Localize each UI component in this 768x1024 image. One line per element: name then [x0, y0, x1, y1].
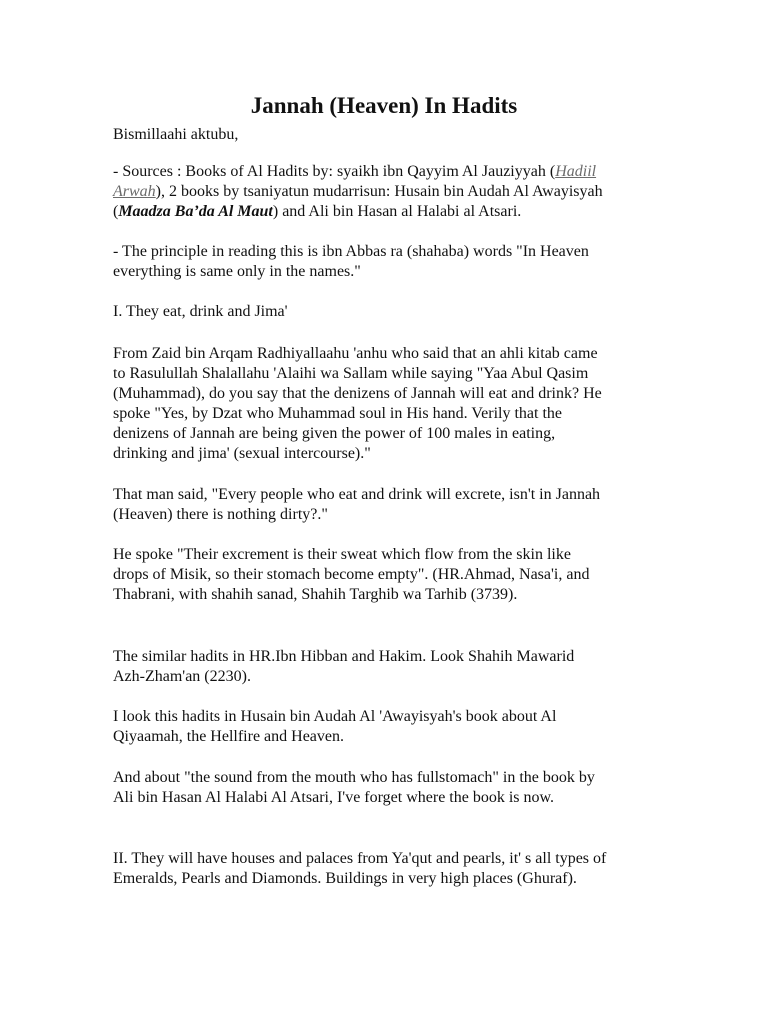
hadiil-arwah-link-part1[interactable]: Hadiil	[555, 163, 597, 180]
paragraph-line: From Zaid bin Arqam Radhiyallaahu 'anhu who said that an ahli kitab came	[113, 345, 598, 362]
opening-line: Bismillaahi aktubu,	[113, 126, 239, 143]
husain-book-paragraph	[113, 707, 673, 747]
book-title: Maadza Ba’da Al Maut	[118, 203, 273, 220]
section-one-heading: I. They eat, drink and Jima'	[113, 303, 288, 320]
paragraph-line: drops of Misik, so their stomach become empty". (HR.Ahmad, Nasa'i, and	[113, 566, 590, 583]
paragraph-line: Azh-Zham'an (2230).	[113, 668, 251, 685]
excrement-paragraph	[113, 545, 673, 605]
similar-hadits-paragraph	[113, 647, 673, 687]
paragraph-line: (Heaven) there is nothing dirty?."	[113, 506, 328, 523]
paragraph-line: He spoke "Their excrement is their sweat which flow from the skin like	[113, 546, 571, 563]
section-two-paragraph	[113, 849, 673, 889]
paragraph-line: (Muhammad), do you say that the denizens of Jannah will eat and drink? He	[113, 385, 602, 402]
sources-paragraph	[113, 162, 673, 222]
sources-suffix: ) and Ali bin Hasan al Halabi al Atsari.	[272, 203, 522, 220]
paragraph-line: drinking and jima' (sexual intercourse)."	[113, 445, 371, 462]
paragraph-line: Emeralds, Pearls and Diamonds. Buildings in very high places (Ghuraf).	[113, 870, 577, 887]
paragraph-line: Qiyaamah, the Hellfire and Heaven.	[113, 728, 345, 745]
hadiil-arwah-link-part2[interactable]: Arwah	[113, 183, 156, 200]
paragraph-line: to Rasulullah Shalallahu 'Alaihi wa Sallam while saying "Yaa Abul Qasim	[113, 365, 589, 382]
man-said-paragraph	[113, 485, 673, 525]
sources-open-paren: (	[113, 203, 119, 220]
principle-line: everything is same only in the names."	[113, 263, 361, 280]
paragraph-line: That man said, "Every people who eat and drink will excrete, isn't in Jannah	[113, 486, 601, 503]
sound-paragraph	[113, 768, 673, 808]
paragraph-line: And about "the sound from the mouth who has fullstomach" in the book by	[113, 769, 595, 786]
zaid-paragraph	[113, 344, 673, 464]
paragraph-line: Thabrani, with shahih sanad, Shahih Targhib wa Tarhib (3739).	[113, 586, 518, 603]
paragraph-line: The similar hadits in HR.Ibn Hibban and Hakim. Look Shahih Mawarid	[113, 648, 575, 665]
sources-middle: ), 2 books by tsaniyatun mudarrisun: Husain bin Audah Al Awayisyah	[155, 183, 603, 200]
sources-prefix: - Sources : Books of Al Hadits by: syaikh ibn Qayyim Al Jauziyyah (	[113, 163, 556, 180]
principle-line: - The principle in reading this is ibn Abbas ra (shahaba) words "In Heaven	[113, 243, 589, 260]
paragraph-line: II. They will have houses and palaces from Ya'qut and pearls, it' s all types of	[113, 850, 607, 867]
principle-paragraph	[113, 242, 673, 282]
paragraph-line: Ali bin Hasan Al Halabi Al Atsari, I've forget where the book is now.	[113, 789, 555, 806]
paragraph-line: spoke "Yes, by Dzat who Muhammad soul in His hand. Verily that the	[113, 405, 563, 422]
paragraph-line: I look this hadits in Husain bin Audah Al 'Awayisyah's book about Al	[113, 708, 557, 725]
paragraph-line: denizens of Jannah are being given the power of 100 males in eating,	[113, 425, 556, 442]
document-title: Jannah (Heaven) In Hadits	[250, 93, 518, 118]
